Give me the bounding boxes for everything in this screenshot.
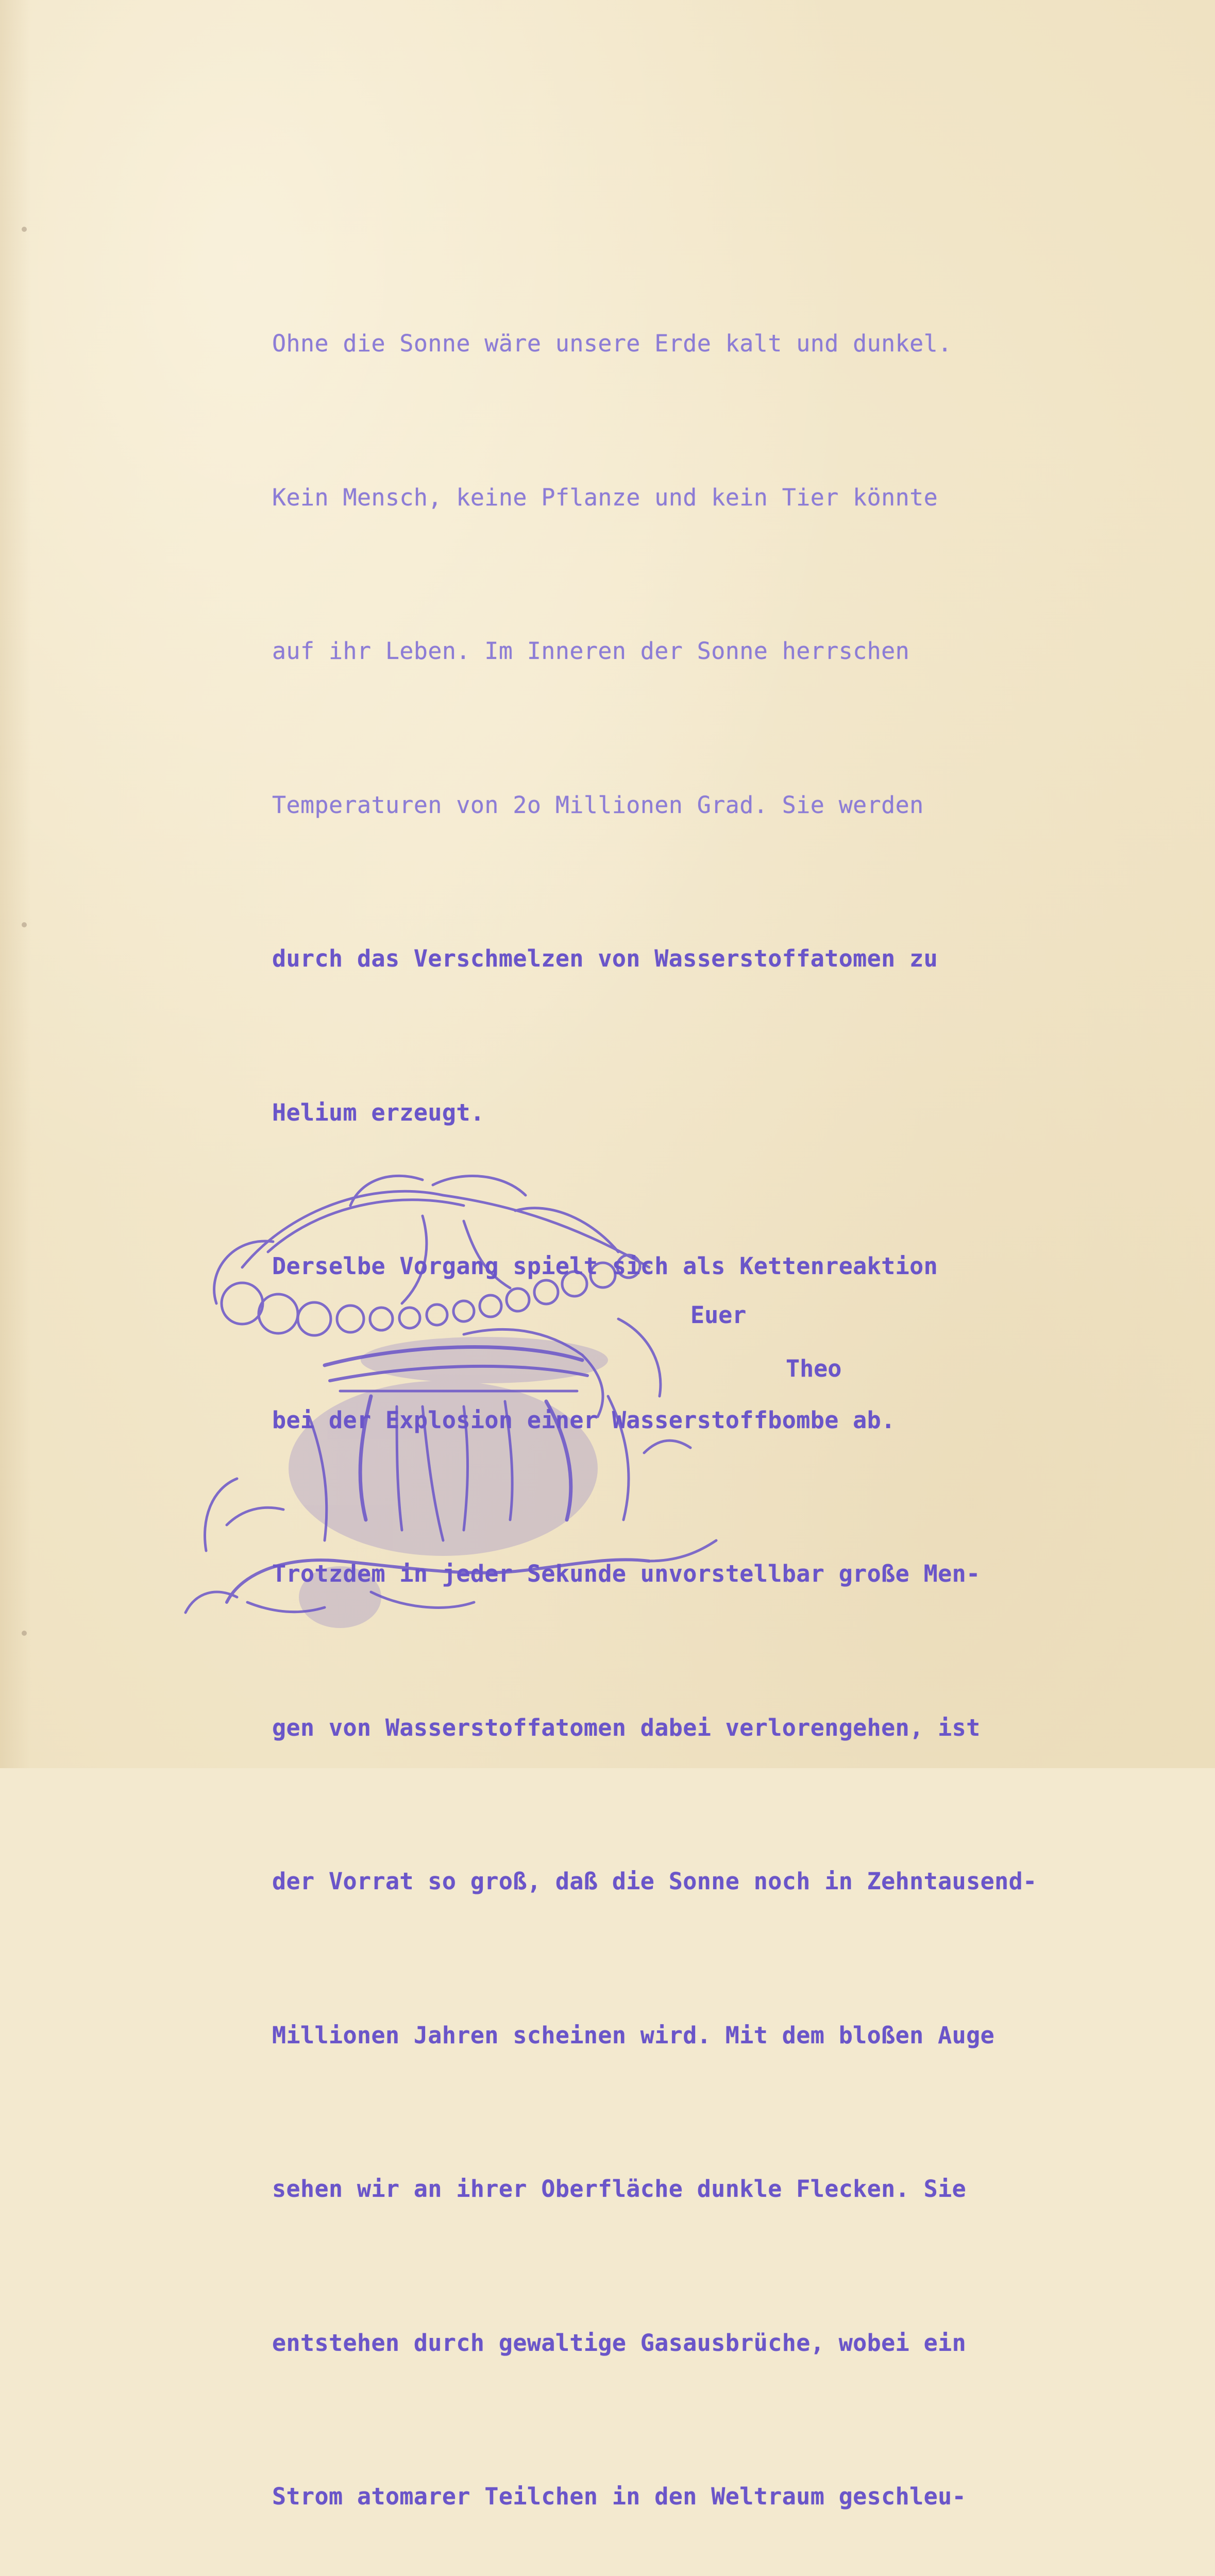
text-line: der Vorrat so groß, daß die Sonne noch in Zehntausend- [272,1868,1037,1895]
text-line: Strom atomarer Teilchen in den Weltraum geschleu- [272,2483,967,2510]
text-line: Ohne die Sonne wäre unsere Erde kalt und dunkel. [272,330,952,357]
punch-hole-mark [22,922,27,927]
text-line: gen von Wasserstoffatomen dabei verlorengehen, ist [272,1714,981,1741]
crayon-sketch-drawing [155,1149,752,1638]
punch-hole-mark [22,1631,27,1636]
text-line: Derselbe Vorgang spielt sich als Kettenreaktion [272,1252,938,1280]
text-line: Millionen Jahren scheinen wird. Mit dem bloßen Auge [272,2021,995,2049]
text-line: durch das Verschmelzen von Wasserstoffatomen zu [272,945,938,972]
signature-name: Theo [786,1355,842,1382]
closing-salutation: Euer [690,1301,747,1329]
punch-hole-mark [22,227,27,232]
text-line: Trotzdem in jeder Sekunde unvorstellbar große Men- [272,1560,981,1587]
text-line: Helium erzeugt. [272,1098,485,1126]
text-line: bei der Explosion einer Wasserstoffbombe ab. [272,1406,896,1434]
paper-edge-shadow [0,0,31,1768]
text-line: entstehen durch gewaltige Gasausbrüche, wobei ein [272,2329,967,2357]
text-line: Kein Mensch, keine Pflanze und kein Tier könnte [272,483,938,511]
text-line: sehen wir an ihrer Oberfläche dunkle Flecken. Sie [272,2175,967,2202]
text-line: Temperaturen von 2o Millionen Grad. Sie werden [272,791,924,819]
text-line: auf ihr Leben. Im Inneren der Sonne herrschen [272,637,910,665]
